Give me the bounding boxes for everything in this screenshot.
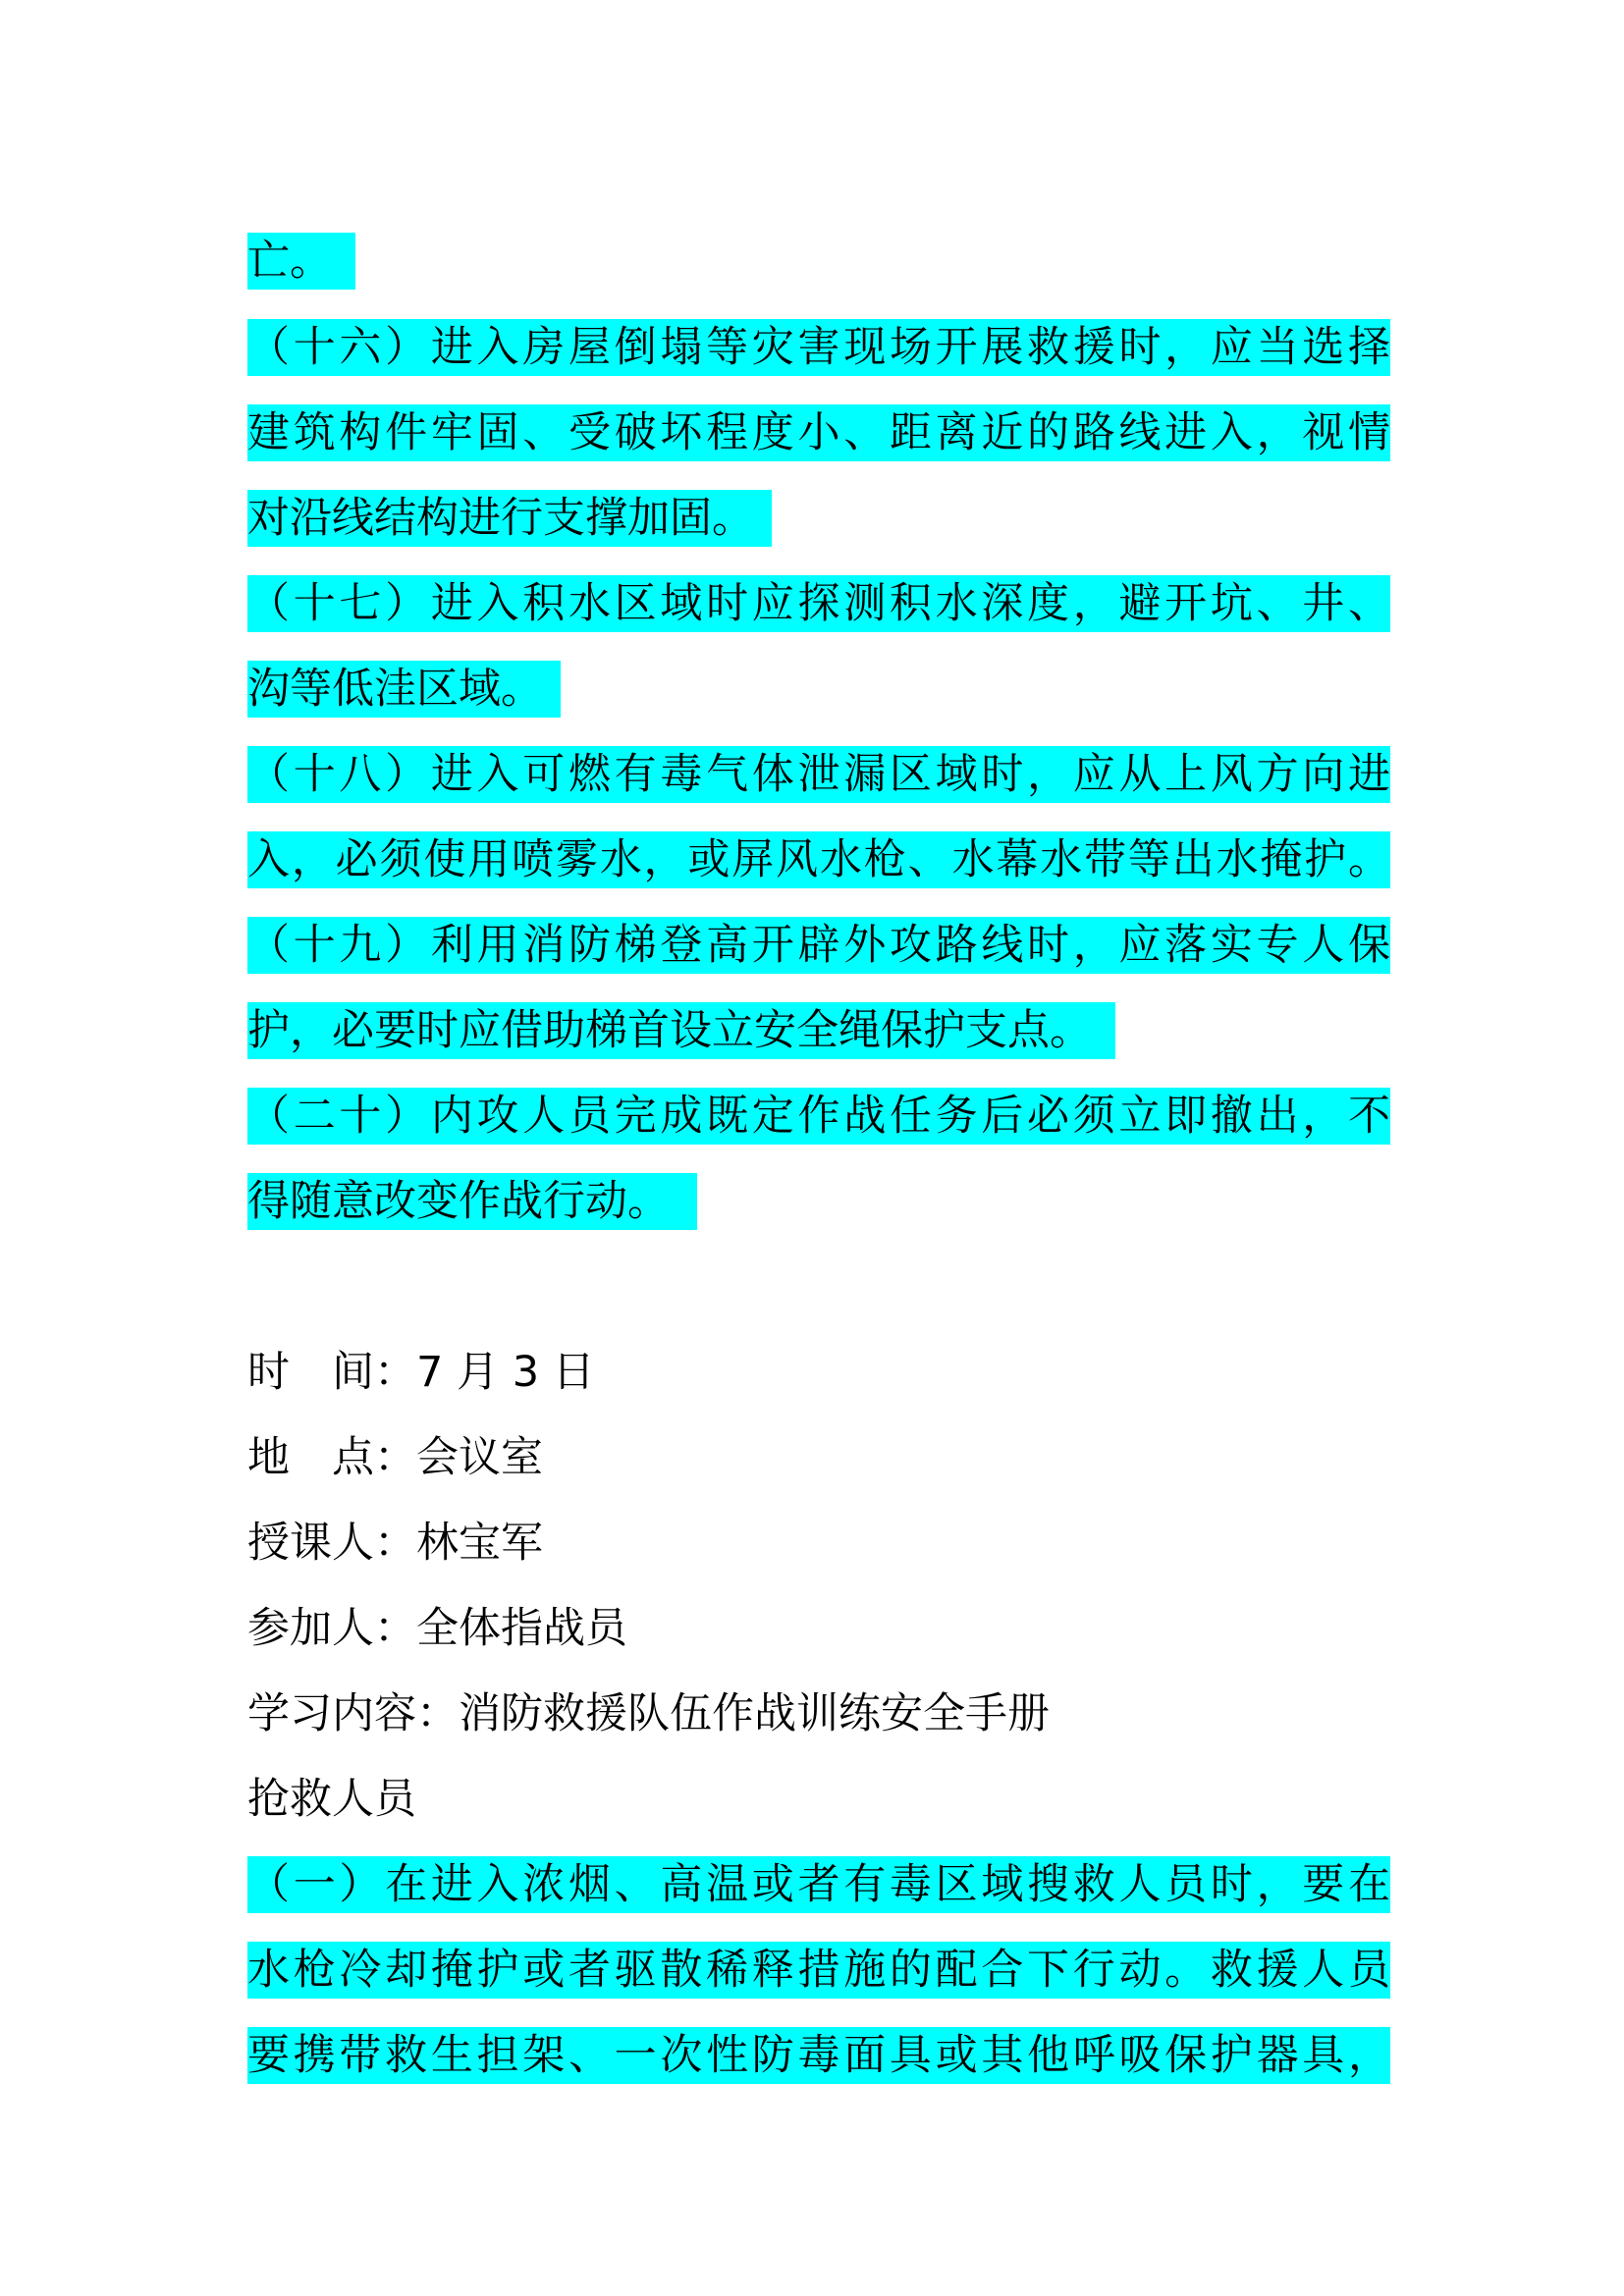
- highlighted-text: （二十）内攻人员完成既定作战任务后必须立即撤出，不: [247, 1088, 1390, 1145]
- item-1-line-1: [247, 1842, 1390, 1928]
- item-20-line-2: [247, 1158, 697, 1245]
- item-18-line-2: [247, 817, 1390, 903]
- item-19-line-2: [247, 988, 1115, 1074]
- section-heading: [247, 1756, 416, 1842]
- item-20-line-1: [247, 1073, 1390, 1159]
- highlighted-text: 得随意改变作战行动。: [247, 1173, 697, 1230]
- highlighted-text: 对沿线结构进行支撑加固。: [247, 490, 772, 547]
- highlighted-text: （十七）进入积水区域时应探测积水深度，避开坑、井、: [247, 575, 1390, 632]
- highlighted-text: 建筑构件牢固、受破坏程度小、距离近的路线进入，视情: [247, 404, 1390, 461]
- item-18-line-1: [247, 731, 1390, 818]
- highlighted-text: （十九）利用消防梯登高开辟外攻路线时，应落实专人保: [247, 917, 1390, 974]
- item-16-line-2: [247, 390, 1390, 476]
- meta-time: [247, 1329, 595, 1415]
- meta-time-text: 时 间：7 月 3 日: [247, 1348, 595, 1397]
- highlighted-text: 水枪冷却掩护或者驱散稀释措施的配合下行动。救援人员: [247, 1942, 1390, 1999]
- highlighted-text: （一）在进入浓烟、高温或者有毒区域搜救人员时，要在: [247, 1856, 1390, 1913]
- meta-participants-text: 参加人：全体指战员: [247, 1604, 627, 1653]
- meta-lecturer: [247, 1500, 543, 1586]
- item-1-line-2: [247, 1927, 1390, 2013]
- item-16-line-3: [247, 475, 772, 561]
- meta-place-text: 地 点：会议室: [247, 1433, 543, 1482]
- item-17-line-2: [247, 646, 561, 732]
- item-19-line-1: [247, 902, 1390, 988]
- highlighted-text: 亡。: [247, 233, 355, 290]
- highlighted-text: （十八）进入可燃有毒气体泄漏区域时，应从上风方向进: [247, 746, 1390, 803]
- item-1-line-3: [247, 2012, 1390, 2099]
- item-16-line-1: [247, 304, 1390, 391]
- section-heading-text: 抢救人员: [247, 1775, 416, 1824]
- highlighted-text: 护，必要时应借助梯首设立安全绳保护支点。: [247, 1002, 1115, 1059]
- highlighted-text: 入，必须使用喷雾水，或屏风水枪、水幕水带等出水掩护。: [247, 831, 1390, 888]
- meta-lecturer-text: 授课人：林宝军: [247, 1519, 543, 1568]
- meta-content: [247, 1671, 1050, 1757]
- paragraph-line: [247, 218, 355, 304]
- highlighted-text: 沟等低洼区域。: [247, 661, 561, 718]
- item-17-line-1: [247, 561, 1390, 647]
- meta-participants: [247, 1585, 627, 1672]
- highlighted-text: （十六）进入房屋倒塌等灾害现场开展救援时，应当选择: [247, 319, 1390, 376]
- highlighted-text: 要携带救生担架、一次性防毒面具或其他呼吸保护器具，: [247, 2027, 1390, 2084]
- meta-place: [247, 1415, 543, 1501]
- meta-content-text: 学习内容：消防救援队伍作战训练安全手册: [247, 1689, 1050, 1738]
